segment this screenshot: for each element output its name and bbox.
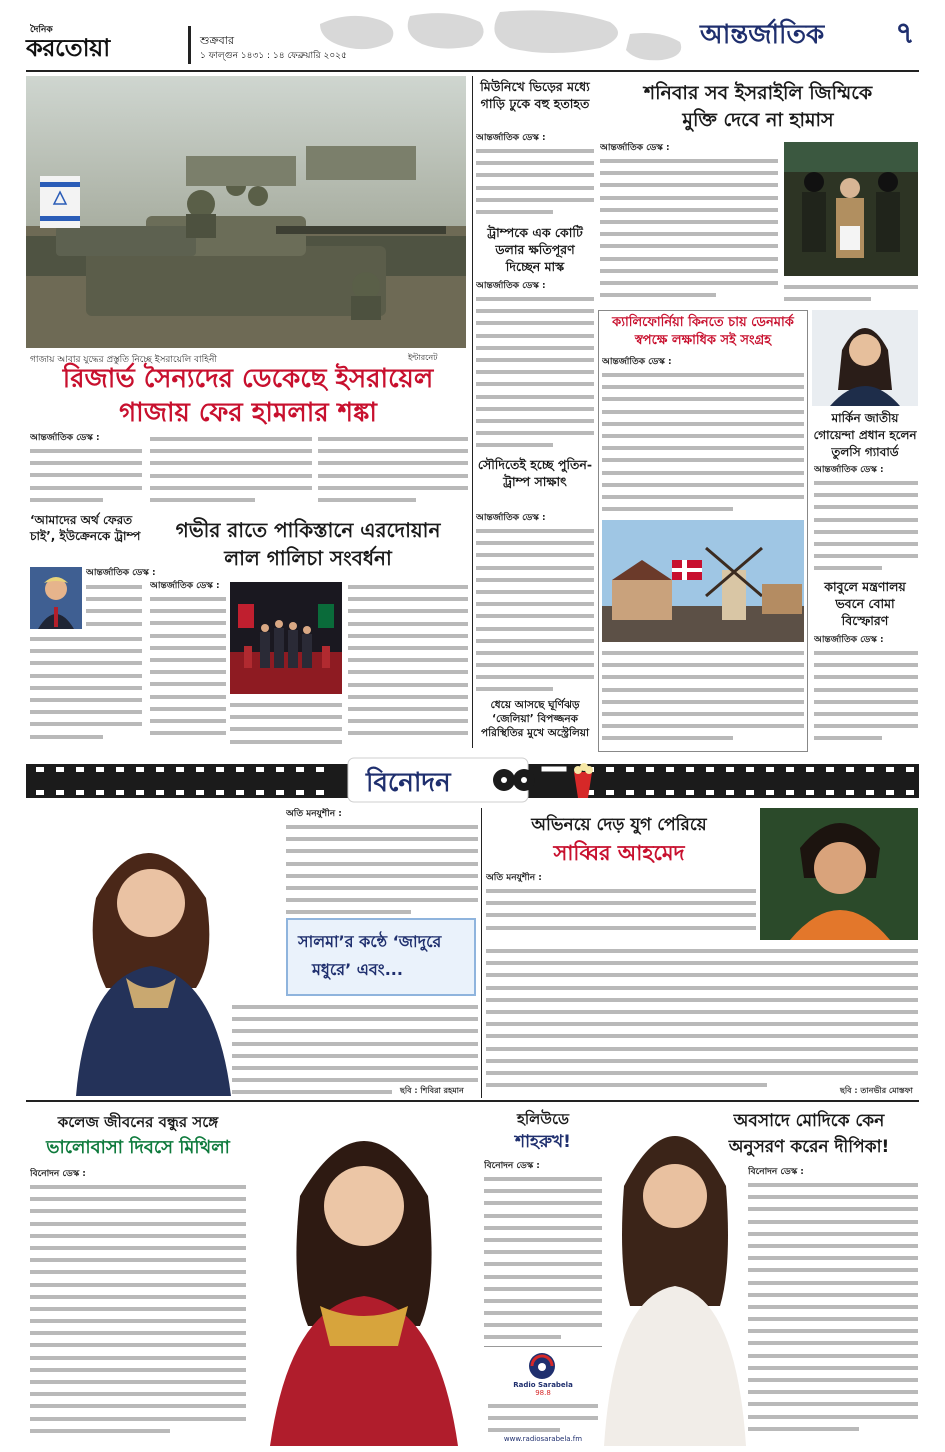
erdogan-byline: আন্তর্জাতিক ডেস্ক : xyxy=(150,581,220,591)
clapperboard-icon xyxy=(541,766,567,792)
shahrukh-text xyxy=(484,1172,602,1342)
mithila-byline: বিনোদন ডেস্ক : xyxy=(30,1169,86,1179)
gabbard-text xyxy=(814,476,918,572)
solvang-photo xyxy=(602,520,804,642)
mithila-photo xyxy=(250,1106,478,1446)
mithila-headline-line2: ভালোবাসা দিবসে মিথিলা xyxy=(46,1137,230,1158)
mithila-text xyxy=(30,1180,246,1442)
hamas-byline: আন্তর্জাতিক ডেস্ক : xyxy=(600,143,670,153)
sabbir-text-1 xyxy=(486,884,756,940)
california-headline xyxy=(600,314,806,350)
sabbir-headline-line2: সাব্বির আহমেদ xyxy=(553,841,685,865)
sabbir-byline: অতি মনযুশীন : xyxy=(486,873,542,883)
ent-divider xyxy=(26,1100,919,1102)
california-text xyxy=(602,368,804,516)
main-story-byline: আন্তর্জাতিক ডেস্ক : xyxy=(30,433,100,443)
gaza-tanks-photo xyxy=(26,76,466,348)
trump-headline: ‘আমাদের অর্থ ফেরত চাই’, ইউক্রেনকে ট্রাম্প xyxy=(30,513,141,543)
erdogan-headline xyxy=(146,516,470,572)
trump-story-text-2 xyxy=(30,632,142,742)
gabbard-headline: মার্কিন জাতীয় গোয়েন্দা প্রধান হলেন তুলসি গ্যাবার্ড xyxy=(813,411,917,459)
trump-photo xyxy=(30,567,82,629)
erdogan-headline-line2: লাল গালিচা সংবর্ধনা xyxy=(224,546,392,570)
main-story-col3 xyxy=(318,432,468,504)
mithila-headline xyxy=(26,1110,250,1162)
deepika-byline: বিনোদন ডেস্ক : xyxy=(748,1167,804,1177)
radio-brand: Radio Sarabela xyxy=(513,1381,573,1389)
musk-text xyxy=(476,292,594,452)
california-byline: আন্তর্জাতিক ডেস্ক : xyxy=(602,357,672,367)
section-title xyxy=(700,14,880,56)
radio-frequency: 98.8 xyxy=(535,1389,551,1397)
munich-text xyxy=(476,144,594,218)
salma-text-top xyxy=(286,820,478,916)
salma-byline: অতি মনযুশীন : xyxy=(286,809,342,819)
musk-byline: আন্তর্জাতিক ডেস্ক : xyxy=(476,281,546,291)
windmill-town-illustration xyxy=(602,520,804,642)
erdogan-arrival-illustration xyxy=(230,582,342,694)
putin-byline: আন্তর্জাতিক ডেস্ক : xyxy=(476,513,546,523)
deepika-headline-line1: অবসাদে মোদিকে কেন xyxy=(733,1111,885,1131)
sabbir-text-2 xyxy=(486,944,918,1090)
deepika-headline xyxy=(700,1108,918,1160)
trump-story-text xyxy=(86,580,142,628)
radio-url[interactable]: www.radiosarabela.fm xyxy=(503,1435,583,1443)
salma-text-bottom xyxy=(232,1000,478,1096)
hostage-release-illustration xyxy=(784,142,918,276)
col-divider-ent xyxy=(481,808,482,1098)
gaza-photo-credit: ইন্টারনেট xyxy=(408,353,438,362)
entertainment-banner-title: বিনোদন xyxy=(366,768,451,798)
munich-byline: আন্তর্জাতিক ডেস্ক : xyxy=(476,133,546,143)
salma-pullquote-line2: মধুরে’ এবং... xyxy=(312,960,403,979)
page-number: ৭ xyxy=(895,16,915,51)
hamas-text-2 xyxy=(784,280,918,304)
entertainment-banner xyxy=(26,754,919,806)
gabbard-byline: আন্তর্জাতিক ডেস্ক : xyxy=(814,465,884,475)
shahrukh-headline-line2: শাহরুখ! xyxy=(515,1132,571,1152)
deepika-text xyxy=(748,1178,918,1442)
main-headline-line1: রিজার্ভ সৈন্যদের ডেকেছে ইসরায়েল xyxy=(62,364,434,394)
kabul-byline: আন্তর্জাতিক ডেস্ক : xyxy=(814,635,884,645)
california-headline-line2: স্বপক্ষে লক্ষাধিক সই সংগ্রহ xyxy=(634,333,772,348)
putin-headline: সৌদিতেই হচ্ছে পুতিন-ট্রাম্প সাক্ষাৎ xyxy=(477,457,593,489)
salma-photo-credit: ছবি : শিবিরা রহমান xyxy=(400,1086,464,1095)
logo xyxy=(26,22,178,62)
radio-logo-icon xyxy=(522,1351,562,1381)
erdogan-col2-below xyxy=(230,698,342,746)
sabbir-headline xyxy=(484,812,754,868)
logo-small-text: দৈনিক xyxy=(30,25,53,35)
musk-headline: ট্রাম্পকে এক কোটি ডলার ক্ষতিপূরণ দিচ্ছেন মাস্ক xyxy=(487,225,583,274)
salma-pullquote-line1: সালমা’র কন্ঠে ‘জাদুরে xyxy=(298,932,442,951)
hamas-text xyxy=(600,154,778,304)
erdogan-photo xyxy=(230,582,342,694)
trump-portrait xyxy=(30,567,82,629)
masthead-day: শুক্রবার xyxy=(200,34,235,47)
putin-text xyxy=(476,524,594,694)
erdogan-headline-line1: গভীর রাতে পাকিস্তানে এরদোয়ান xyxy=(175,518,441,542)
gabbard-photo xyxy=(812,310,918,406)
main-headline xyxy=(26,362,470,430)
world-map-decoration xyxy=(300,4,720,68)
hamas-headline xyxy=(598,80,918,134)
gaza-photo-caption: গাজায় আবার যুদ্ধের প্রস্তুতি নিচ্ছে ইসরায়েলি বাহিনী xyxy=(30,355,217,365)
main-headline-line2: গাজায় ফের হামলার শঙ্কা xyxy=(119,398,377,428)
radio-schedule xyxy=(488,1399,598,1435)
hamas-headline-line2: মুক্তি দেবে না হামাস xyxy=(682,109,834,131)
masthead-rule xyxy=(26,70,919,72)
radio-ad[interactable] xyxy=(484,1346,602,1446)
masthead-divider xyxy=(188,26,191,64)
mithila-portrait xyxy=(250,1106,478,1446)
col-divider-1 xyxy=(472,76,473,748)
kabul-text xyxy=(814,646,918,748)
munich-headline: মিউনিখে ভিড়ের মধ্যে গাড়ি ঢুকে বহু হতাহত xyxy=(480,79,590,111)
shahrukh-byline: বিনোদন ডেস্ক : xyxy=(484,1161,540,1171)
mithila-headline-line1: কলেজ জীবনের বন্ধুর সঙ্গে xyxy=(57,1113,219,1131)
gaza-tanks-illustration xyxy=(26,76,466,348)
deepika-headline-line2: অনুসরণ করেন দীপিকা! xyxy=(728,1137,890,1157)
hostage-release-photo xyxy=(784,142,918,276)
sabbir-photo xyxy=(760,808,918,940)
shahrukh-headline-line1: হলিউডে xyxy=(516,1110,570,1128)
salma-pullquote xyxy=(286,918,476,996)
erdogan-col3 xyxy=(348,580,468,748)
sabbir-portrait xyxy=(760,808,918,940)
erdogan-col1 xyxy=(150,592,226,748)
sabbir-headline-line1: অভিনয়ে দেড় যুগ পেরিয়ে xyxy=(531,815,707,835)
kabul-headline: কাবুলে মন্ত্রণালয় ভবনে বোমা বিস্ফোরণ xyxy=(824,579,906,628)
trump-byline: আন্তর্জাতিক ডেস্ক : xyxy=(86,568,156,578)
shahrukh-headline xyxy=(484,1108,602,1154)
masthead-date: ১ ফাল্গুন ১৪৩১ : ১৪ ফেব্রুয়ারি ২০২৫ xyxy=(200,51,347,61)
main-story-col1 xyxy=(30,444,142,504)
cyclone-headline: ধেয়ে আসছে ঘূর্ণিঝড় ‘জেলিয়া’ বিপজ্জনক পরিস্থিতির মুখে অস্ট্রেলিয়া xyxy=(480,699,590,739)
sabbir-photo-credit: ছবি : তানভীর মোস্তফা xyxy=(840,1086,913,1095)
section-title-text: আন্তর্জাতিক xyxy=(700,20,825,50)
hamas-headline-line1: শনিবার সব ইসরাইলি জিম্মিকে xyxy=(643,82,873,104)
main-story-col2 xyxy=(150,432,312,504)
masthead xyxy=(0,0,945,68)
gabbard-portrait xyxy=(812,310,918,406)
california-text-2 xyxy=(602,646,804,748)
logo-main-text: করতোয়া xyxy=(26,33,110,62)
film-strip-decoration xyxy=(26,754,919,806)
california-headline-line1: ক্যালিফোর্নিয়া কিনতে চায় ডেনমার্ক xyxy=(612,315,794,330)
